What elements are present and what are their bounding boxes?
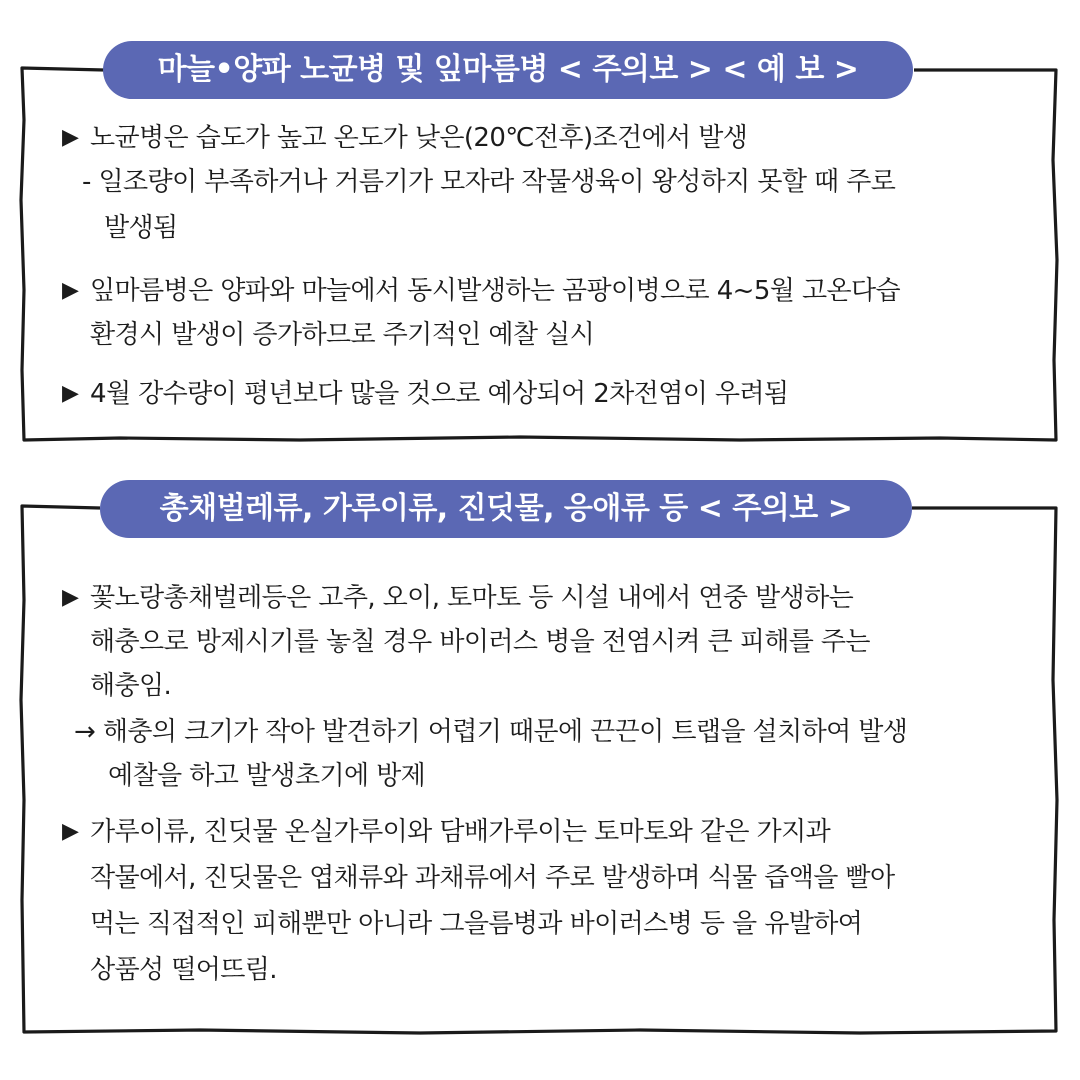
item-subtext: 예찰을 하고 발생초기에 방제	[108, 761, 426, 791]
item-text: 해충임.	[90, 671, 172, 701]
item-text: 환경시 발생이 증가하므로 주기적인 예찰 실시	[90, 320, 595, 350]
item-text: 가루이류, 진딧물 온실가루이와 담배가루이는 토마토와 같은 가지과	[90, 817, 831, 847]
triangle-bullet-icon: ▶	[62, 125, 79, 150]
triangle-bullet-icon: ▶	[62, 278, 79, 303]
triangle-bullet-icon: ▶	[62, 381, 79, 406]
section2-title: 총채벌레류, 가루이류, 진딧물, 응애류 등 < 주의보 >	[100, 480, 912, 538]
item-subtext: - 일조량이 부족하거나 거름기가 모자라 작물생육이 왕성하지 못할 때 주로	[82, 167, 896, 197]
triangle-bullet-icon: ▶	[62, 819, 79, 844]
item-text: 작물에서, 진딧물은 엽채류와 과채류에서 주로 발생하며 식물 즙액을 빨아	[90, 863, 895, 893]
item-text: 잎마름병은 양파와 마늘에서 동시발생하는 곰팡이병으로 4~5월 고온다습	[90, 276, 901, 306]
section1-title: 마늘•양파 노균병 및 잎마름병 < 주의보 > < 예 보 >	[103, 41, 913, 99]
triangle-bullet-icon: ▶	[62, 585, 79, 610]
item-text: 해충으로 방제시기를 놓칠 경우 바이러스 병을 전염시켜 큰 피해를 주는	[90, 627, 870, 657]
item-subtext: 발생됨	[104, 213, 178, 243]
item-text: 4월 강수량이 평년보다 많을 것으로 예상되어 2차전염이 우려됨	[90, 379, 789, 409]
item-text: 꽃노랑총채벌레등은 고추, 오이, 토마토 등 시설 내에서 연중 발생하는	[90, 583, 854, 613]
item-text: 먹는 직접적인 피해뿐만 아니라 그을름병과 바이러스병 등 을 유발하여	[90, 909, 863, 939]
item-text: 노균병은 습도가 높고 온도가 낮은(20℃전후)조건에서 발생	[90, 123, 748, 153]
item-text: 상품성 떨어뜨림.	[90, 955, 277, 985]
item-subtext: → 해충의 크기가 작아 발견하기 어렵기 때문에 끈끈이 트랩을 설치하여 발생	[74, 717, 908, 747]
